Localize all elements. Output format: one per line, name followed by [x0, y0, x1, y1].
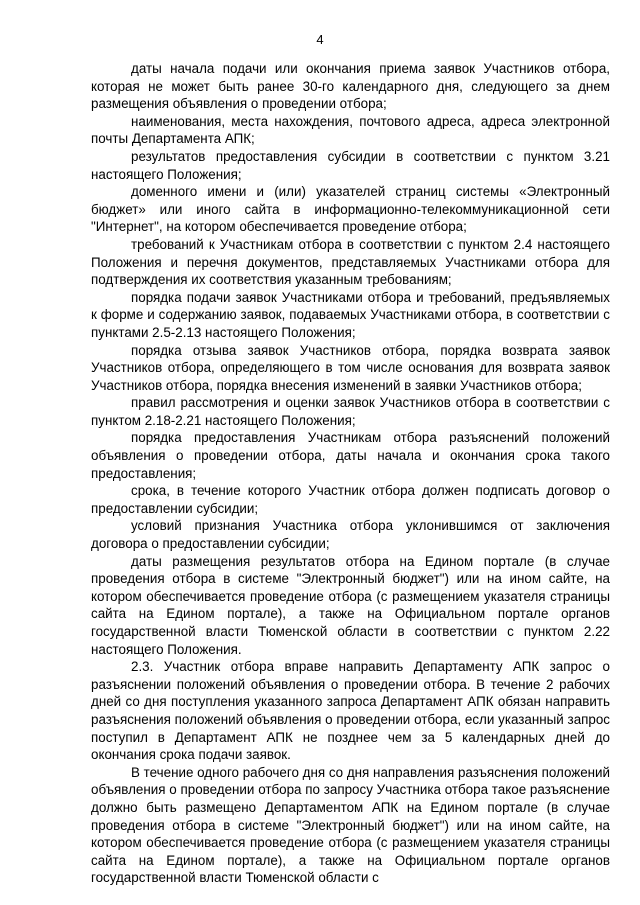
paragraph: порядка подачи заявок Участниками отбора и требований, предъявляемых к форме и содержанию заявок, подаваемых Участниками отбора, в соответствии с пунктами 2.5-2.13 настоящего Положения; — [91, 289, 610, 340]
paragraph: даты размещения результатов отбора на Едином портале (в случае проведения отбора в системе "Электронный бюджет") или на ином сайте, на котором обеспечивается проведение отбора (с размещением указателя страницы сайта на Едином портале), а также на Официальном портале органов государственной власти Тюменской области в соответствии с пунктом 2.22 настоящего Положения. — [91, 553, 610, 657]
paragraph: срока, в течение которого Участник отбора должен подписать договор о предоставлении субсидии; — [91, 483, 610, 516]
document-body — [91, 60, 610, 887]
paragraph: В течение одного рабочего дня со дня направления разъяснения положений объявления о проведении отбора по запросу Участника отбора такое разъяснение должно быть размещено Департаментом АПК на Едином портале (в случае проведения отбора в системе "Электронный бюджет") или на ином сайте, на котором обеспечивается проведение отбора (с размещением указателя страницы сайта на Едином портале), а также на Официальном портале органов государственной власти Тюменской области с — [91, 764, 610, 886]
page-number: 4 — [316, 32, 324, 47]
paragraph: порядка предоставления Участникам отбора разъяснений положений объявления о проведении отбора, даты начала и окончания срока такого предоставления; — [91, 430, 610, 481]
paragraph: результатов предоставления субсидии в соответствии с пунктом 3.21 настоящего Положения; — [91, 148, 610, 182]
paragraph: требований к Участникам отбора в соответствии с пунктом 2.4 настоящего Положения и перечня документов, представляемых Участниками отбора для подтверждения их соответствия указанным требованиям; — [91, 236, 610, 288]
paragraph: порядка отзыва заявок Участников отбора, порядка возврата заявок Участников отбора, определяющего в том числе основания для возврата заявок Участников отбора, порядка внесения изменений в заявки Участников отбора; — [91, 342, 610, 393]
paragraph: правил рассмотрения и оценки заявок Участников отбора в соответствии с пунктом 2.18-2.21 настоящего Положения; — [91, 395, 610, 428]
paragraph: 2.3. Участник отбора вправе направить Департаменту АПК запрос о разъяснении положений объявления о проведении отбора. В течение 2 рабочих дней со дня поступления указанного запроса Департамент АПК обязан направить разъяснения положений объявления о проведении отбора, если указанный запрос поступил в Департамент АПК не позднее чем за 5 календарных дней до окончания срока подачи заявок. — [91, 659, 610, 763]
paragraph: условий признания Участника отбора уклонившимся от заключения договора о предоставлении субсидии; — [91, 518, 610, 552]
paragraph: доменного имени и (или) указателей страниц системы «Электронный бюджет» или иного сайта в информационно-телекоммуникационной сети "Интернет", на котором обеспечивается проведение отбора; — [91, 184, 610, 235]
paragraph: наименования, места нахождения, почтового адреса, адреса электронной почты Департамента АПК; — [91, 113, 610, 147]
paragraph: даты начала подачи или окончания приема заявок Участников отбора, которая не может быть ранее 30-го календарного дня, следующего за днем размещения объявления о проведении отбора; — [91, 61, 610, 112]
